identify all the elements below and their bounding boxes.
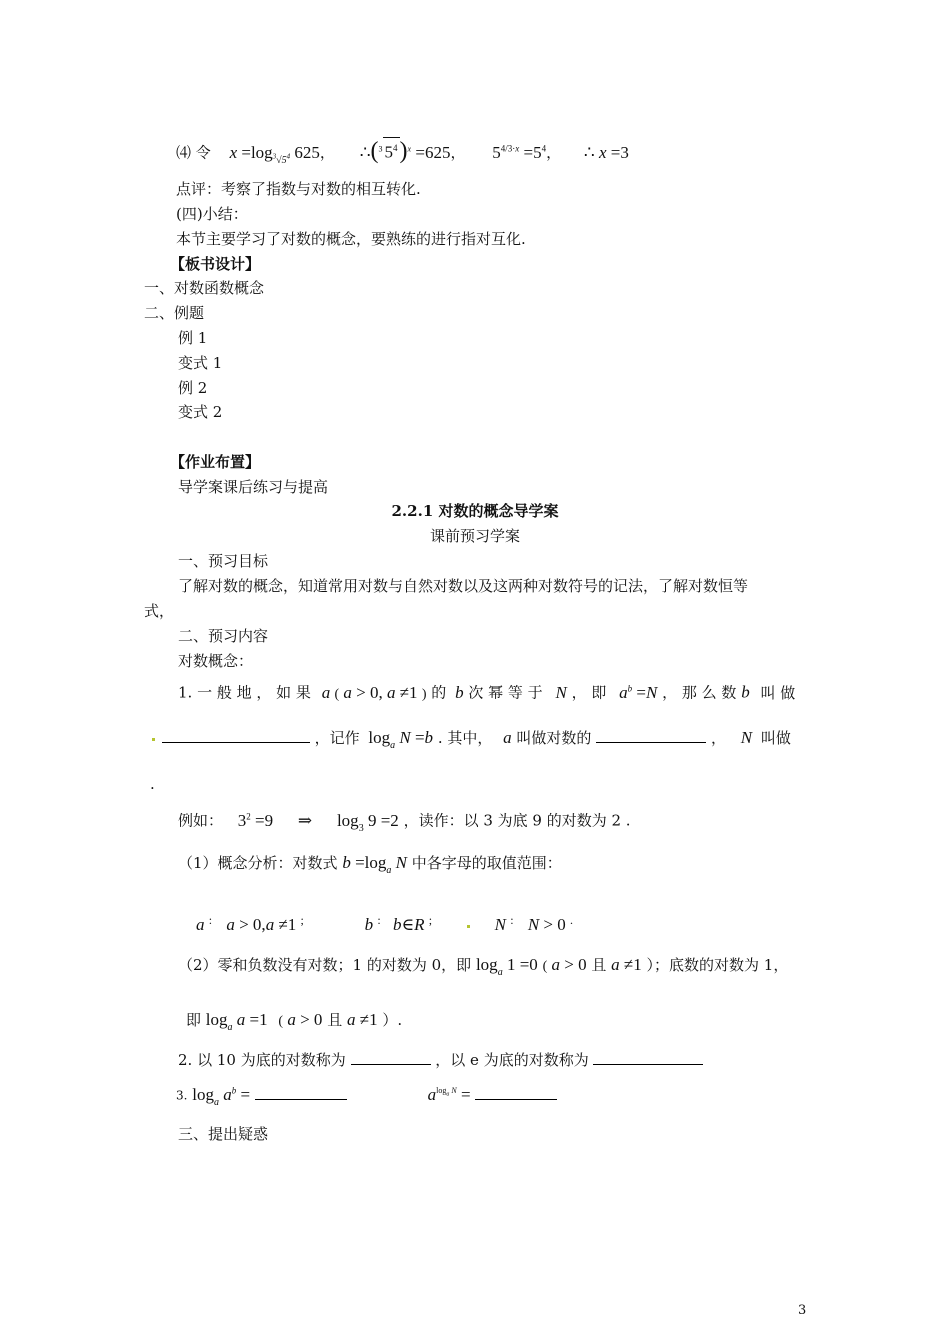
- example-4-label: ⑷ 令: [176, 143, 211, 162]
- analysis-line: [178, 853, 562, 881]
- zero-text-b: 且: [591, 956, 607, 974]
- q1-text-a: 1. 一 般 地 ， 如 果: [178, 683, 311, 702]
- blank-natural-log[interactable]: [593, 1050, 703, 1065]
- example-label: 例如：: [178, 811, 224, 830]
- var-b: b: [455, 682, 464, 702]
- homework-text: 导学案课后练习与提高: [178, 478, 329, 496]
- q3-label: 3.: [176, 1088, 188, 1103]
- content-heading: 二、预习内容: [178, 627, 269, 645]
- board-variant-1: 变式 1: [178, 354, 223, 372]
- formula-log3-9: $\log_3 9 =2$: [336, 810, 399, 834]
- var-b-2: b: [741, 682, 750, 702]
- q1-text-g: ，记作: [314, 729, 360, 747]
- analysis-text-b: 中各字母的取值范围：: [411, 854, 562, 872]
- analysis-text: （1）概念分析：对数式: [178, 854, 338, 872]
- range-b: b : b∈R ;: [364, 913, 433, 934]
- formula-b-log: $b =\log_a$ N: [342, 853, 407, 876]
- example-4-line: ⑷ 令 $x =\log_{^3√5^4}$ 625， ∴($^3$ $5^4)^x =625$， $5^{4/3\cdot x} =5^4$， ∴ x =3: [176, 137, 629, 166]
- range-n: N : N > 0 .: [494, 913, 574, 934]
- q1-text-j: ，: [711, 729, 727, 747]
- q1-text-i: 叫做对数的: [516, 729, 592, 747]
- blank-common-log[interactable]: [351, 1050, 431, 1065]
- goal-heading: 一、预习目标: [178, 552, 269, 570]
- var-a: a: [503, 728, 512, 747]
- base-text-c: ）.: [382, 1011, 403, 1029]
- implies-arrow: ⇒: [297, 810, 313, 830]
- comment-line: 点评：考察了指数与对数的相互转化.: [176, 180, 421, 198]
- blank-base-name[interactable]: [596, 728, 706, 743]
- blank-exp-identity[interactable]: [475, 1091, 557, 1100]
- question-2-line: [178, 1050, 703, 1070]
- q1-line-3: .: [150, 775, 155, 793]
- blank-log-name[interactable]: [162, 728, 310, 743]
- question-1-line-1: [178, 678, 795, 705]
- homework-heading: 【作业布置】: [170, 453, 261, 471]
- goal-text-2: 式，: [144, 602, 175, 620]
- formula-log-n-b: $\log_a N =b$: [368, 728, 434, 751]
- ranges-line: [196, 910, 573, 935]
- board-variant-2: 变式 2: [178, 403, 223, 421]
- board-item-1: 一、对数函数概念: [144, 279, 265, 297]
- formula-log-ab: $\log_a a^b$ =: [192, 1084, 251, 1108]
- formula-a-neq-1: a ≠1: [611, 955, 642, 974]
- marker-dot: [152, 738, 155, 741]
- summary-text: 本节主要学习了对数的概念，要熟练的进行指对互化.: [176, 230, 526, 248]
- example-read: ，读作：以 3 为底 9 的对数为 2 .: [403, 811, 631, 830]
- zero-text-c: ）；底数的对数为 1，: [646, 956, 789, 974]
- q1-text-d: ， 即: [571, 683, 607, 702]
- board-item-2: 二、例题: [144, 304, 205, 322]
- base-log-line: 即 $\log_a a =1$ ( a > 0 且 a ≠1 ）.: [186, 1010, 403, 1033]
- range-a: a : a > 0,a ≠1 ;: [196, 913, 304, 934]
- q2-text-a: 2. 以 10 为底的对数称为: [178, 1051, 346, 1069]
- q2-text-b: ，以 e 为底的对数称为: [435, 1051, 589, 1069]
- formula-a-log-n: $a^{log_a N}$ =: [427, 1084, 471, 1104]
- base-text-b: 且: [327, 1011, 343, 1029]
- goal-text-1: 了解对数的概念，知道常用对数与自然对数以及这两种对数符号的记法，了解对数恒等: [178, 577, 749, 595]
- marker-dot-2: [467, 925, 470, 928]
- formula-log-a-a: $\log_a a =1$: [205, 1010, 268, 1033]
- formula-ab-n: $a^b =N$: [619, 682, 658, 702]
- doubt-heading: 三、提出疑惑: [178, 1125, 269, 1143]
- page-number: 3: [798, 1303, 807, 1318]
- question-3-line: [176, 1080, 557, 1113]
- document-title: 2.2.1 对数的概念导学案: [391, 502, 559, 520]
- zero-text-a: （2）零和负数没有对数；1 的对数为 0，即: [178, 956, 472, 974]
- example-line: [178, 806, 631, 839]
- question-1-line-2: [150, 728, 791, 756]
- formula-therefore-1: ∴($^3$ $5^4)^x =625$: [359, 137, 451, 164]
- q1-text-h: . 其中，: [437, 729, 493, 747]
- q1-text-e: ， 那 么 数: [662, 683, 737, 702]
- formula-a-neq-1-b: a ≠1: [347, 1010, 378, 1029]
- formula-log-1: $\log_a 1 =0$: [475, 955, 538, 978]
- blank-log-identity[interactable]: [255, 1091, 347, 1100]
- board-design-heading: 【板书设计】: [170, 255, 261, 273]
- q1-text-k: 叫做: [760, 729, 791, 747]
- board-example-1: 例 1: [178, 329, 208, 347]
- formula-power: $5^{4/3\cdot x} =5^4$: [492, 142, 547, 162]
- zero-negative-line: （2）零和负数没有对数；1 的对数为 0，即 $\log_a 1 =0$ ( a > 0 且 a ≠1 ）；底数的对数为 1，: [178, 955, 789, 978]
- concept-label: 对数概念：: [178, 652, 254, 670]
- var-n: N: [555, 682, 567, 702]
- q1-text-c: 次 幂 等 于: [468, 683, 543, 702]
- document-subtitle: 课前预习学案: [429, 527, 520, 545]
- formula-x-log: $x =\log_{^3√5^4}$ 625: [229, 142, 320, 166]
- formula-therefore-2: ∴ x =3: [583, 142, 629, 162]
- summary-heading: (四)小结：: [176, 205, 248, 223]
- var-n-2: N: [740, 728, 753, 747]
- q1-text-b: 的: [431, 683, 447, 702]
- q1-text-f: 叫 做: [760, 683, 796, 702]
- base-text-a: 即: [186, 1011, 202, 1029]
- board-example-2: 例 2: [178, 379, 208, 397]
- formula-3-squared: $3^2 =9$: [237, 810, 274, 830]
- formula-a-cond: a ( a > 0, a ≠1 ): [321, 682, 427, 702]
